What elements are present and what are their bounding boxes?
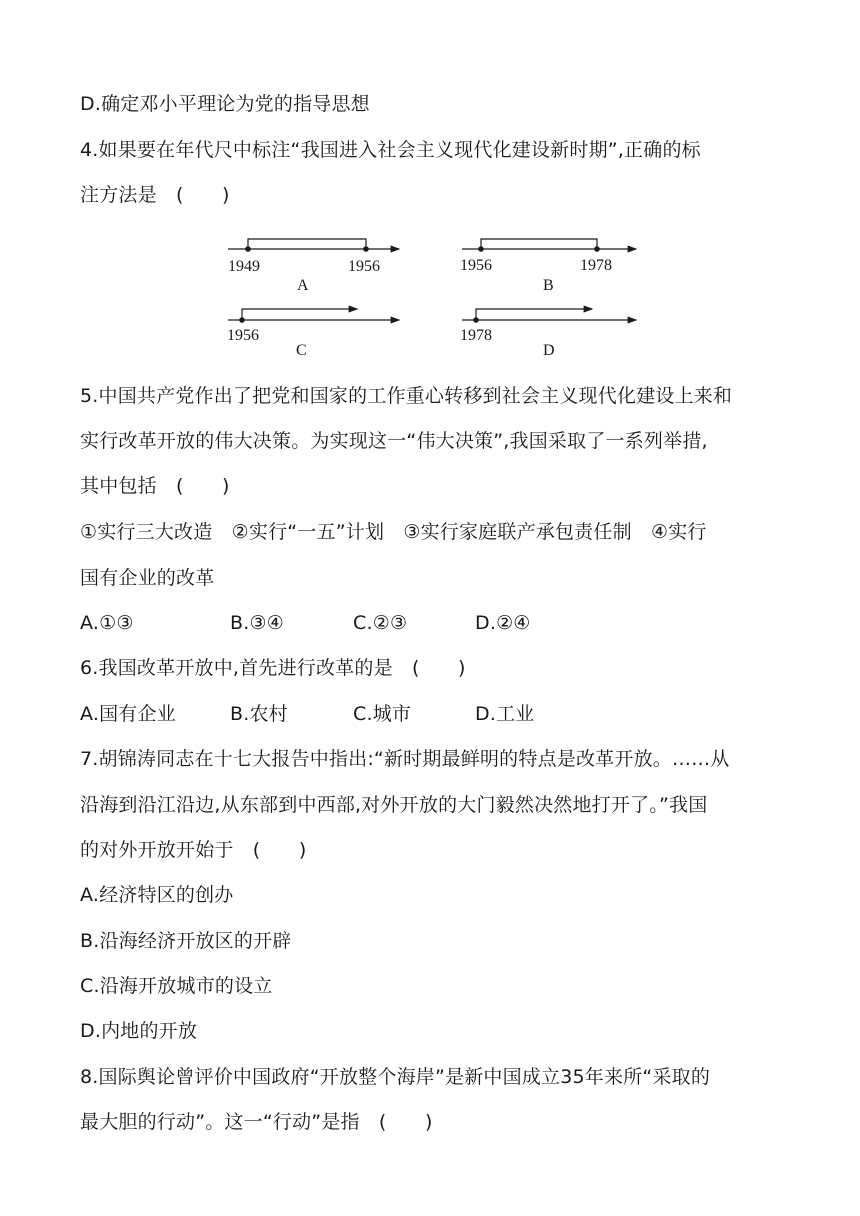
- timeline-a-label: A: [297, 277, 309, 294]
- timeline-b: [460, 239, 636, 294]
- q6-option-d: D.工业: [475, 703, 535, 725]
- q6-stem: 6.我国改革开放中,首先进行改革的是 ( ): [80, 657, 466, 679]
- q5-stem-line3: 其中包括 ( ): [80, 475, 230, 497]
- timeline-c-start: 1956: [227, 327, 259, 344]
- q7-option-c: C.沿海开放城市的设立: [80, 975, 273, 997]
- timeline-a-end: 1956: [348, 258, 380, 275]
- timeline-b-end: 1978: [580, 257, 612, 274]
- q6-option-a: A.国有企业: [80, 703, 176, 725]
- q7-option-d: D.内地的开放: [80, 1020, 198, 1042]
- q7-stem-line3: 的对外开放开始于 ( ): [80, 839, 307, 861]
- timeline-c-label: C: [296, 342, 307, 359]
- q5-items-line2: 国有企业的改革: [80, 567, 215, 589]
- q6-option-c: C.城市: [353, 703, 412, 725]
- timeline-a-start: 1949: [228, 258, 260, 275]
- q7-option-b: B.沿海经济开放区的开辟: [80, 930, 292, 952]
- q7-stem-line1: 7.胡锦涛同志在十七大报告中指出:“新时期最鲜明的特点是改革开放。……从: [80, 748, 730, 770]
- timeline-c: [227, 309, 399, 359]
- q8-stem-line1: 8.国际舆论曾评价中国政府“开放整个海岸”是新中国成立35年来所“采取的: [80, 1066, 711, 1088]
- q4-stem-line2: 注方法是 ( ): [80, 184, 230, 206]
- timeline-b-start: 1956: [460, 257, 492, 274]
- timeline-a: [228, 239, 399, 294]
- q5-option-c: C.②③: [353, 612, 408, 634]
- timeline-b-label: B: [543, 277, 554, 294]
- q5-option-d: D.②④: [475, 612, 531, 634]
- timeline-d-start: 1978: [460, 327, 492, 344]
- q5-stem-line2: 实行改革开放的伟大决策。为实现这一“伟大决策”,我国采取了一系列举措,: [80, 430, 708, 452]
- q5-items-line1: ①实行三大改造 ②实行“一五”计划 ③实行家庭联产承包责任制 ④实行: [80, 521, 707, 543]
- q6-option-b: B.农村: [230, 703, 288, 725]
- q4-stem-line1: 4.如果要在年代尺中标注“我国进入社会主义现代化建设新时期”,正确的标: [80, 139, 701, 161]
- q5-stem-line1: 5.中国共产党作出了把党和国家的工作重心转移到社会主义现代化建设上来和: [80, 385, 733, 407]
- timeline-d-label: D: [543, 342, 555, 359]
- timeline-d: [460, 309, 636, 359]
- q5-option-a: A.①③: [80, 612, 134, 634]
- q5-option-b: B.③④: [230, 612, 284, 634]
- q7-stem-line2: 沿海到沿江沿边,从东部到中西部,对外开放的大门毅然决然地打开了。”我国: [80, 794, 708, 816]
- q3-option-d: D.确定邓小平理论为党的指导思想: [80, 93, 370, 115]
- q8-stem-line2: 最大胆的行动”。这一“行动”是指 ( ): [80, 1111, 433, 1133]
- q7-option-a: A.经济特区的创办: [80, 884, 234, 906]
